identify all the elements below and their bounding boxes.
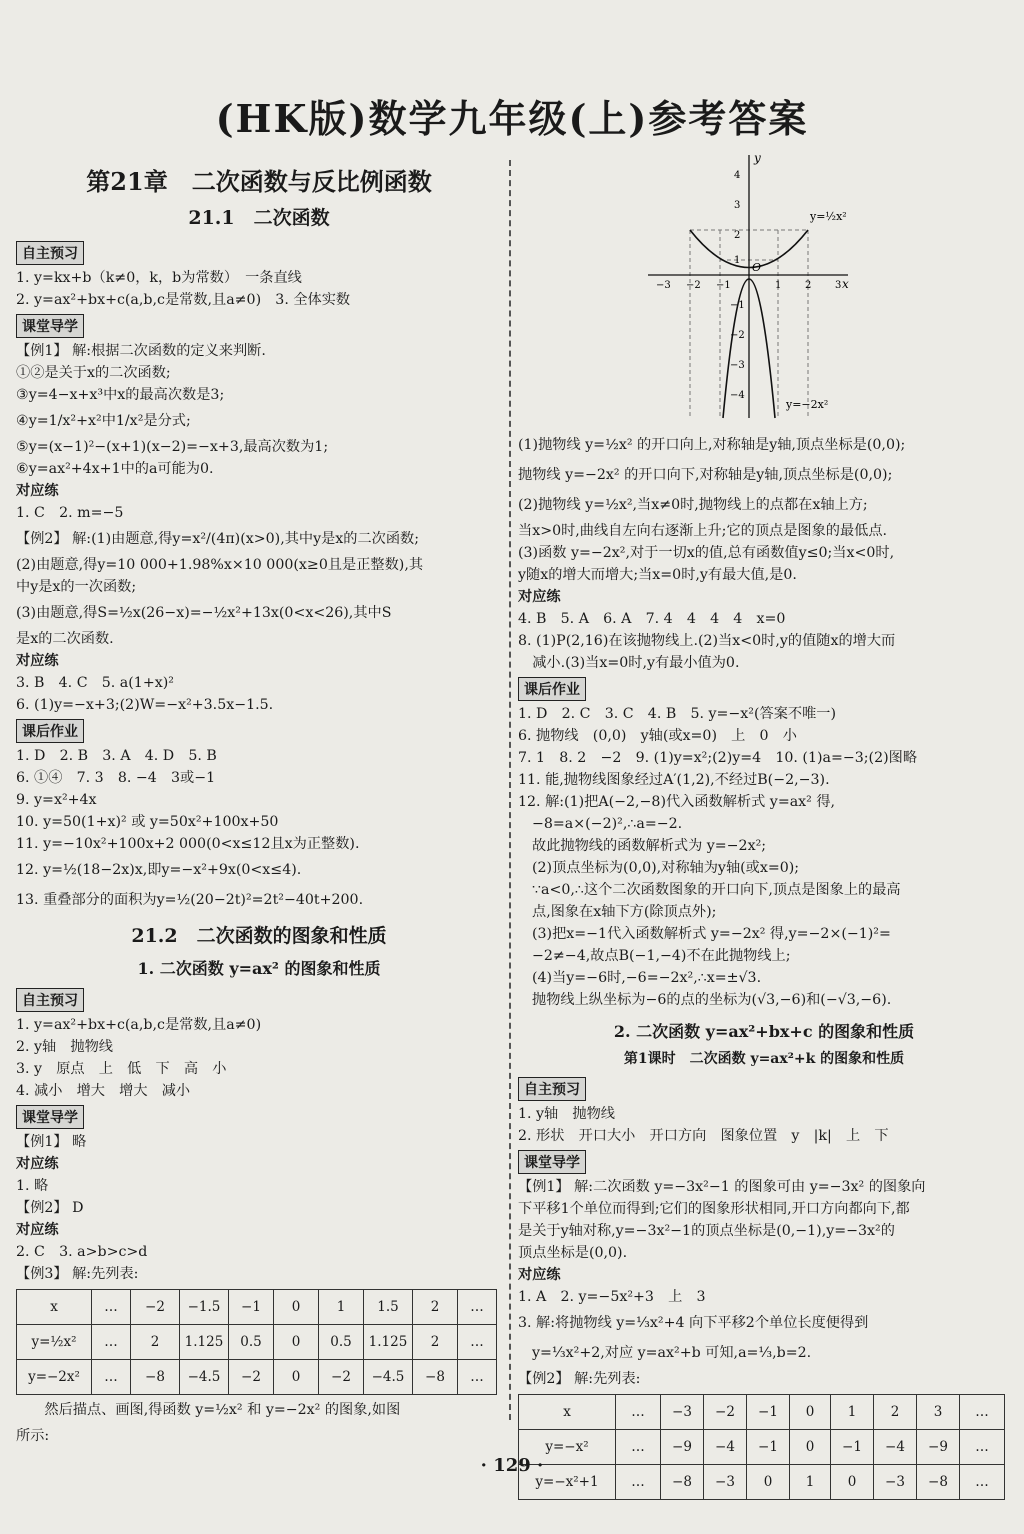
origin-label: O — [752, 261, 762, 274]
table-cell: … — [458, 1360, 497, 1395]
table-cell: 2 — [874, 1395, 917, 1430]
answer-line: 2. y轴 抛物线 — [16, 1039, 113, 1055]
table-cell: y=½x² — [17, 1325, 92, 1360]
answer-line: 10. y=50(1+x)² 或 y=50x²+100x+50 — [16, 814, 279, 830]
answer-line: 1. C 2. m=−5 — [16, 505, 124, 521]
tick-label: 2 — [734, 230, 741, 241]
table-cell: −4.5 — [364, 1360, 413, 1395]
table-cell: … — [960, 1465, 1005, 1500]
answer-line: y=⅓x²+2,对应 y=ax²+b 可知,a=⅓,b=2. — [532, 1345, 812, 1361]
table-cell: y=−x² — [519, 1430, 616, 1465]
answer-line: ⑤y=(x−1)²−(x+1)(x−2)=−x+3,最高次数为1; — [16, 439, 329, 455]
tick-label: 1 — [775, 280, 782, 291]
answer-line: 抛物线上纵坐标为−6的点的坐标为(√3,−6)和(−√3,−6). — [532, 992, 892, 1008]
homework-answers-right — [518, 703, 1010, 1011]
right-column — [518, 150, 1010, 1500]
y-ticks — [730, 170, 745, 401]
table-cell: 0 — [790, 1395, 831, 1430]
practice-label: 对应练 — [518, 1267, 561, 1283]
table-cell: 0.5 — [319, 1325, 364, 1360]
table-cell: −1 — [747, 1395, 790, 1430]
answer-line: 4. 减小 增大 增大 减小 — [16, 1083, 191, 1099]
table-cell: 1.125 — [364, 1325, 413, 1360]
answer-line: 6. ①④ 7. 3 8. −4 3或−1 — [16, 770, 216, 786]
parabola-graph — [648, 150, 858, 420]
table-cell: −8 — [661, 1465, 704, 1500]
table-cell: … — [92, 1325, 131, 1360]
curve-label-up: y=½x² — [810, 210, 847, 223]
table-cell: −8 — [917, 1465, 960, 1500]
table-cell: 1.125 — [180, 1325, 229, 1360]
section-title-21-2: 21.2 二次函数的图象和性质 — [131, 925, 387, 947]
table-cell: −1 — [831, 1430, 874, 1465]
chapter-title: 第21章 二次函数与反比例函数 — [86, 167, 432, 196]
answer-line: 12. 解:(1)把A(−2,−8)代入函数解析式 y=ax² 得, — [518, 794, 836, 810]
answer-line: 7. 1 8. 2 −2 9. (1)y=x²;(2)y=4 10. (1)a=−3;(2)图略 — [518, 750, 918, 766]
answer-line: 1. D 2. C 3. C 4. B 5. y=−x²(答案不唯一) — [518, 706, 836, 722]
tick-label: 2 — [805, 280, 812, 291]
table-cell: … — [960, 1430, 1005, 1465]
tag-guide: 课堂导学 — [518, 1150, 586, 1174]
table-cell: −8 — [131, 1360, 180, 1395]
table-row — [17, 1360, 497, 1395]
table-cell: 1 — [831, 1395, 874, 1430]
answer-line: 1. D 2. B 3. A 4. D 5. B — [16, 748, 217, 764]
answer-line: 3. 解:将抛物线 y=⅓x²+4 向下平移2个单位长度便得到 — [518, 1315, 869, 1331]
table-cell: −4 — [874, 1430, 917, 1465]
value-table-1 — [16, 1289, 497, 1395]
page-number: · 129 · — [480, 1455, 544, 1476]
table-cell: 3 — [917, 1395, 960, 1430]
tag-guide: 课堂导学 — [16, 314, 84, 338]
answer-line: 点,图象在x轴下方(除顶点外); — [532, 904, 717, 920]
answer-line: (2)由题意,得y=10 000+1.98%x×10 000(x≥0且是正整数),其 — [16, 557, 424, 573]
answer-line: −2≠−4,故点B(−1,−4)不在此抛物线上; — [532, 948, 791, 964]
table-cell: 0 — [747, 1465, 790, 1500]
value-table-2 — [518, 1394, 1005, 1500]
preview-answers-2 — [16, 1014, 502, 1102]
table-row — [519, 1395, 1005, 1430]
subsection-title: 1. 二次函数 y=ax² 的图象和性质 — [137, 959, 381, 978]
answer-line: 3. y 原点 上 低 下 高 小 — [16, 1061, 227, 1077]
table-cell: −2 — [319, 1360, 364, 1395]
table-row — [17, 1325, 497, 1360]
tag-preview: 自主预习 — [16, 988, 84, 1012]
table-cell: … — [92, 1360, 131, 1395]
answer-line: 中y是x的一次函数; — [16, 579, 137, 595]
table-cell: −4.5 — [180, 1360, 229, 1395]
tick-label: 1 — [734, 255, 741, 266]
answer-line: 12. y=½(18−2x)x,即y=−x²+9x(0<x≤4). — [16, 862, 302, 878]
graph-analysis — [518, 430, 1010, 586]
tick-label: −3 — [656, 280, 671, 291]
table-cell: −3 — [704, 1465, 747, 1500]
answer-line: (2)抛物线 y=½x²,当x≠0时,抛物线上的点都在x轴上方; — [518, 497, 868, 513]
answer-line: ⑥y=ax²+4x+1中的a可能为0. — [16, 461, 214, 477]
page-title: (HK版)数学九年级(上)参考答案 — [215, 96, 809, 141]
example-1-right — [518, 1176, 1010, 1264]
answer-line: ④y=1/x²+x²中1/x²是分式; — [16, 413, 191, 429]
table-cell: … — [616, 1395, 661, 1430]
table-cell: y=−x²+1 — [519, 1465, 616, 1500]
tick-label: 3 — [734, 200, 741, 211]
answer-line: 11. y=−10x²+100x+2 000(0<x≤12且x为正整数). — [16, 836, 360, 852]
answer-line: 顶点坐标是(0,0). — [518, 1245, 628, 1261]
answer-line: 1. A 2. y=−5x²+3 上 3 — [518, 1289, 706, 1305]
answer-line: ①②是关于x的二次函数; — [16, 365, 171, 381]
table-cell: 0 — [831, 1465, 874, 1500]
answer-line: 1. 略 — [16, 1178, 49, 1194]
table-cell: 2 — [413, 1290, 458, 1325]
answer-line: 1. y轴 抛物线 — [518, 1106, 615, 1122]
tag-homework: 课后作业 — [518, 677, 586, 701]
lesson-title: 第1课时 二次函数 y=ax²+k 的图象和性质 — [623, 1051, 905, 1067]
answer-line: 是关于y轴对称,y=−3x²−1的顶点坐标是(0,−1),y=−3x²的 — [518, 1223, 895, 1239]
column-divider — [509, 160, 511, 1420]
table-cell: 2 — [131, 1325, 180, 1360]
homework-answers — [16, 745, 502, 915]
answer-line: 6. (1)y=−x+3;(2)W=−x²+3.5x−1.5. — [16, 697, 274, 713]
answer-line: 1. y=kx+b（k≠0，k，b为常数） 一条直线 — [16, 270, 302, 286]
table-cell: 2 — [413, 1325, 458, 1360]
tick-label: −2 — [686, 280, 701, 291]
answer-line: 是x的二次函数. — [16, 631, 114, 647]
table-cell: … — [92, 1290, 131, 1325]
practice-label: 对应练 — [16, 483, 59, 499]
answer-line: (4)当y=−6时,−6=−2x²,∴x=±√3. — [532, 970, 762, 986]
table-cell: 0 — [274, 1325, 319, 1360]
table-cell: −9 — [661, 1430, 704, 1465]
answer-line: 11. 能,抛物线图象经过A′(1,2),不经过B(−2,−3). — [518, 772, 830, 788]
table-cell: … — [960, 1395, 1005, 1430]
table-row — [17, 1290, 497, 1325]
answer-line: (2)顶点坐标为(0,0),对称轴为y轴(或x=0); — [532, 860, 800, 876]
table-cell: y=−2x² — [17, 1360, 92, 1395]
answer-line: 3. B 4. C 5. a(1+x)² — [16, 675, 174, 691]
answer-line: ③y=4−x+x³中x的最高次数是3; — [16, 387, 225, 403]
table-cell: … — [616, 1430, 661, 1465]
answer-line: 13. 重叠部分的面积为y=½(20−2t)²=2t²−40t+200. — [16, 892, 364, 908]
answer-line: 减小.(3)当x=0时,y有最小值为0. — [518, 655, 740, 671]
answer-line: 4. B 5. A 6. A 7. 4 4 4 4 x=0 — [518, 611, 786, 627]
tick-label: −1 — [730, 300, 745, 311]
table-cell: −4 — [704, 1430, 747, 1465]
table-cell: 1.5 — [364, 1290, 413, 1325]
tick-label: 3 — [835, 280, 842, 291]
tag-guide: 课堂导学 — [16, 1105, 84, 1129]
table-cell: −1 — [229, 1290, 274, 1325]
table-cell: 0 — [790, 1430, 831, 1465]
practice-label: 对应练 — [16, 1156, 59, 1172]
tick-label: 4 — [734, 170, 741, 181]
tick-label: −3 — [730, 360, 745, 371]
table-cell: −3 — [874, 1465, 917, 1500]
table-cell: … — [458, 1325, 497, 1360]
answer-line: 2. 形状 开口大小 开口方向 图象位置 y |k| 上 下 — [518, 1128, 889, 1144]
answer-line: 然后描点、画图,得函数 y=½x² 和 y=−2x² 的图象,如图 — [16, 1402, 401, 1418]
table-cell: 0 — [274, 1290, 319, 1325]
answer-line: 当x>0时,曲线自左向右逐渐上升;它的顶点是图象的最低点. — [518, 523, 888, 539]
table-cell: −2 — [131, 1290, 180, 1325]
answer-line: 【例1】 解:根据二次函数的定义来判断. — [16, 343, 266, 359]
table-cell: x — [17, 1290, 92, 1325]
answer-line: 2. C 3. a>b>c>d — [16, 1244, 148, 1260]
example-2 — [16, 524, 502, 650]
table-cell: −3 — [661, 1395, 704, 1430]
table-cell: x — [519, 1395, 616, 1430]
answer-line: y随x的增大而增大;当x=0时,y有最大值,是0. — [518, 567, 797, 583]
answer-line: 6. 抛物线 (0,0) y轴(或x=0) 上 0 小 — [518, 728, 797, 744]
table-cell: −8 — [413, 1360, 458, 1395]
table-cell: −1.5 — [180, 1290, 229, 1325]
tick-label: −2 — [730, 330, 745, 341]
answer-line: 【例2】 解:(1)由题意,得y=x²/(4π)(x>0),其中y是x的二次函数; — [16, 531, 420, 547]
practice-label: 对应练 — [518, 589, 561, 605]
answer-line: 所示: — [16, 1428, 50, 1444]
table-cell: … — [616, 1465, 661, 1500]
answer-line: 【例2】 D — [16, 1200, 84, 1216]
answer-line: 下平移1个单位而得到;它们的图象形状相同,开口方向都向下,都 — [518, 1201, 910, 1217]
table-cell: 0 — [274, 1360, 319, 1395]
answer-line: 【例1】 解:二次函数 y=−3x²−1 的图象可由 y=−3x² 的图象向 — [518, 1179, 926, 1195]
table-cell: −2 — [704, 1395, 747, 1430]
table-cell: −2 — [229, 1360, 274, 1395]
practice-label: 对应练 — [16, 1222, 59, 1238]
answer-line: (3)函数 y=−2x²,对于一切x的值,总有函数值y≤0;当x<0时, — [518, 545, 895, 561]
answer-line: 【例2】 解:先列表: — [518, 1371, 641, 1387]
answer-line: 2. y=ax²+bx+c(a,b,c是常数,且a≠0) 3. 全体实数 — [16, 292, 351, 308]
tick-label: −1 — [716, 280, 731, 291]
table-cell: 1 — [319, 1290, 364, 1325]
tick-label: −4 — [730, 390, 745, 401]
table-cell: 0.5 — [229, 1325, 274, 1360]
table-cell: −1 — [747, 1430, 790, 1465]
preview-answers — [16, 267, 502, 311]
answer-line: ∵a<0,∴这个二次函数图象的开口向下,顶点是图象上的最高 — [532, 882, 901, 898]
section-title-21-1: 21.1 二次函数 — [188, 207, 330, 229]
example-1 — [16, 340, 502, 480]
answer-line: 9. y=x²+4x — [16, 792, 97, 808]
practice-label: 对应练 — [16, 653, 59, 669]
guide-answers-2 — [16, 1131, 502, 1285]
y-axis-label: y — [754, 151, 761, 165]
x-axis-label: x — [842, 277, 849, 291]
answer-line: 【例3】 解:先列表: — [16, 1266, 139, 1282]
tag-preview: 自主预习 — [16, 241, 84, 265]
answer-line: −8=a×(−2)²,∴a=−2. — [532, 816, 683, 832]
tag-preview: 自主预习 — [518, 1077, 586, 1101]
answer-line: 【例1】 略 — [16, 1134, 87, 1150]
answer-line: 8. (1)P(2,16)在该抛物线上.(2)当x<0时,y的值随x的增大而 — [518, 633, 896, 649]
table-cell: … — [458, 1290, 497, 1325]
answer-line: (3)把x=−1代入函数解析式 y=−2x² 得,y=−2×(−1)²= — [532, 926, 891, 942]
curve-label-down: y=−2x² — [786, 398, 829, 411]
answer-line: 故此抛物线的函数解析式为 y=−2x²; — [532, 838, 767, 854]
table-cell: 1 — [790, 1465, 831, 1500]
answer-line: (1)抛物线 y=½x² 的开口向上,对称轴是y轴,顶点坐标是(0,0); — [518, 437, 906, 453]
answer-line: 抛物线 y=−2x² 的开口向下,对称轴是y轴,顶点坐标是(0,0); — [518, 467, 893, 483]
left-column — [16, 150, 502, 1447]
answer-line: 1. y=ax²+bx+c(a,b,c是常数,且a≠0) — [16, 1017, 262, 1033]
subsection-title: 2. 二次函数 y=ax²+bx+c 的图象和性质 — [613, 1022, 915, 1041]
tag-homework: 课后作业 — [16, 719, 84, 743]
answer-line: (3)由题意,得S=½x(26−x)=−½x²+13x(0<x<26),其中S — [16, 605, 392, 621]
table-cell: −9 — [917, 1430, 960, 1465]
